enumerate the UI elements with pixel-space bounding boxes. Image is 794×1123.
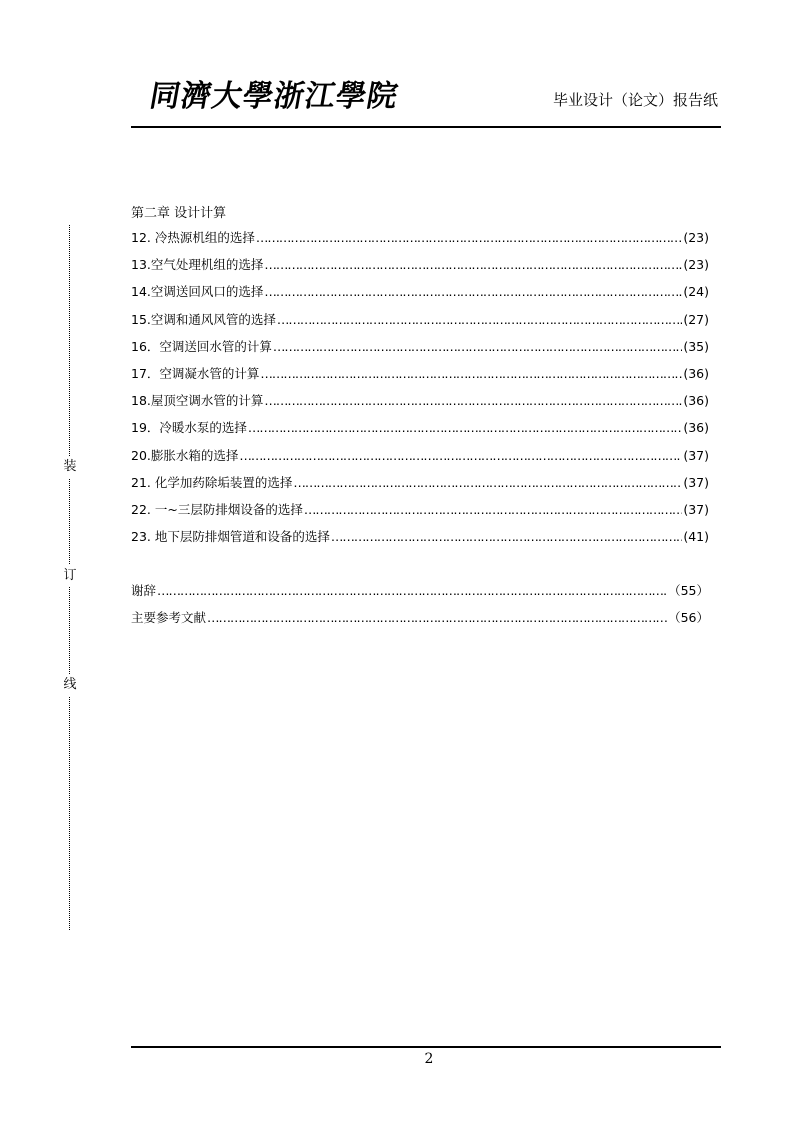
toc-entry-page: (41) bbox=[683, 529, 709, 545]
toc-entry bbox=[131, 333, 709, 360]
toc-entry bbox=[131, 387, 709, 414]
toc-entry-title: 18.屋顶空调水管的计算 bbox=[131, 393, 264, 409]
leader-dots bbox=[239, 442, 682, 469]
toc-entry bbox=[131, 442, 709, 469]
toc-entry-page: （55） bbox=[668, 583, 709, 599]
toc-entry-page: (36) bbox=[683, 420, 709, 436]
toc-entry-title: 13.空气处理机组的选择 bbox=[131, 257, 264, 273]
toc-entry-page: （56） bbox=[668, 610, 709, 626]
leader-dots bbox=[273, 333, 682, 360]
leader-dots bbox=[331, 523, 682, 550]
toc-entry-references bbox=[131, 604, 709, 631]
toc-entry bbox=[131, 306, 709, 333]
leader-dots bbox=[264, 251, 682, 278]
toc-entry-title: 20.膨胀水箱的选择 bbox=[131, 447, 239, 463]
toc-entry-title: 16．空调送回水管的计算 bbox=[131, 338, 272, 354]
toc-entry-title: 23. 地下层防排烟管道和设备的选择 bbox=[131, 529, 330, 545]
toc-entry-title: 19．冷暖水泵的选择 bbox=[131, 420, 247, 436]
toc-entry-acknowledgement bbox=[131, 577, 709, 604]
chapter-heading: 第二章 设计计算 bbox=[131, 206, 227, 221]
binding-char-zhuang: 装 bbox=[62, 456, 78, 478]
toc-entry-title: 谢辞 bbox=[131, 583, 157, 599]
toc-entry bbox=[131, 469, 709, 496]
footer-rule bbox=[131, 1046, 721, 1048]
report-title: 毕业设计（论文）报告纸 bbox=[552, 91, 718, 109]
leader-dots bbox=[304, 496, 683, 523]
toc-entry-page: (36) bbox=[683, 365, 709, 381]
toc-entry bbox=[131, 496, 709, 523]
header-rule bbox=[131, 126, 721, 128]
toc-entry bbox=[131, 224, 709, 251]
leader-dots bbox=[264, 278, 682, 305]
section-gap bbox=[131, 550, 709, 577]
toc-entry-title: 14.空调送回风口的选择 bbox=[131, 284, 264, 300]
toc-entry bbox=[131, 360, 709, 387]
toc-entry bbox=[131, 523, 709, 550]
leader-dots bbox=[157, 577, 667, 604]
toc-entry-page: (23) bbox=[683, 257, 709, 273]
toc-entry-page: (24) bbox=[683, 284, 709, 300]
toc-entry-page: (35) bbox=[683, 338, 709, 354]
university-logo: 同濟大學浙江學院 bbox=[147, 79, 402, 114]
toc-entry-title: 22. 一~三层防排烟设备的选择 bbox=[131, 501, 303, 517]
binding-char-xian: 线 bbox=[62, 674, 78, 696]
toc-entry-title: 12. 冷热源机组的选择 bbox=[131, 230, 255, 245]
toc-entry-page: (36) bbox=[683, 393, 709, 409]
leader-dots bbox=[260, 360, 682, 387]
toc-entry-title: 15.空调和通风风管的选择 bbox=[131, 311, 276, 327]
leader-dots bbox=[256, 224, 682, 251]
table-of-contents bbox=[131, 204, 709, 632]
leader-dots bbox=[277, 306, 682, 333]
leader-dots bbox=[293, 469, 682, 496]
toc-entry bbox=[131, 278, 709, 305]
toc-entry-page: (37) bbox=[683, 501, 709, 517]
toc-entry-page: (27) bbox=[683, 311, 709, 327]
toc-entry-page: (23) bbox=[683, 230, 709, 245]
leader-dots bbox=[264, 387, 682, 414]
toc-entry bbox=[131, 251, 709, 278]
leader-dots bbox=[248, 414, 682, 441]
toc-entry-title: 主要参考文献 bbox=[131, 610, 207, 626]
binding-char-ding: 订 bbox=[62, 565, 78, 587]
toc-entry bbox=[131, 414, 709, 441]
toc-entry-page: (37) bbox=[683, 447, 709, 463]
page-number: 2 bbox=[424, 1051, 434, 1067]
toc-entry-page: (37) bbox=[683, 474, 709, 490]
leader-dots bbox=[207, 604, 667, 631]
toc-entry-title: 21. 化学加药除垢装置的选择 bbox=[131, 474, 293, 490]
toc-entry-title: 17．空调凝水管的计算 bbox=[131, 365, 260, 381]
